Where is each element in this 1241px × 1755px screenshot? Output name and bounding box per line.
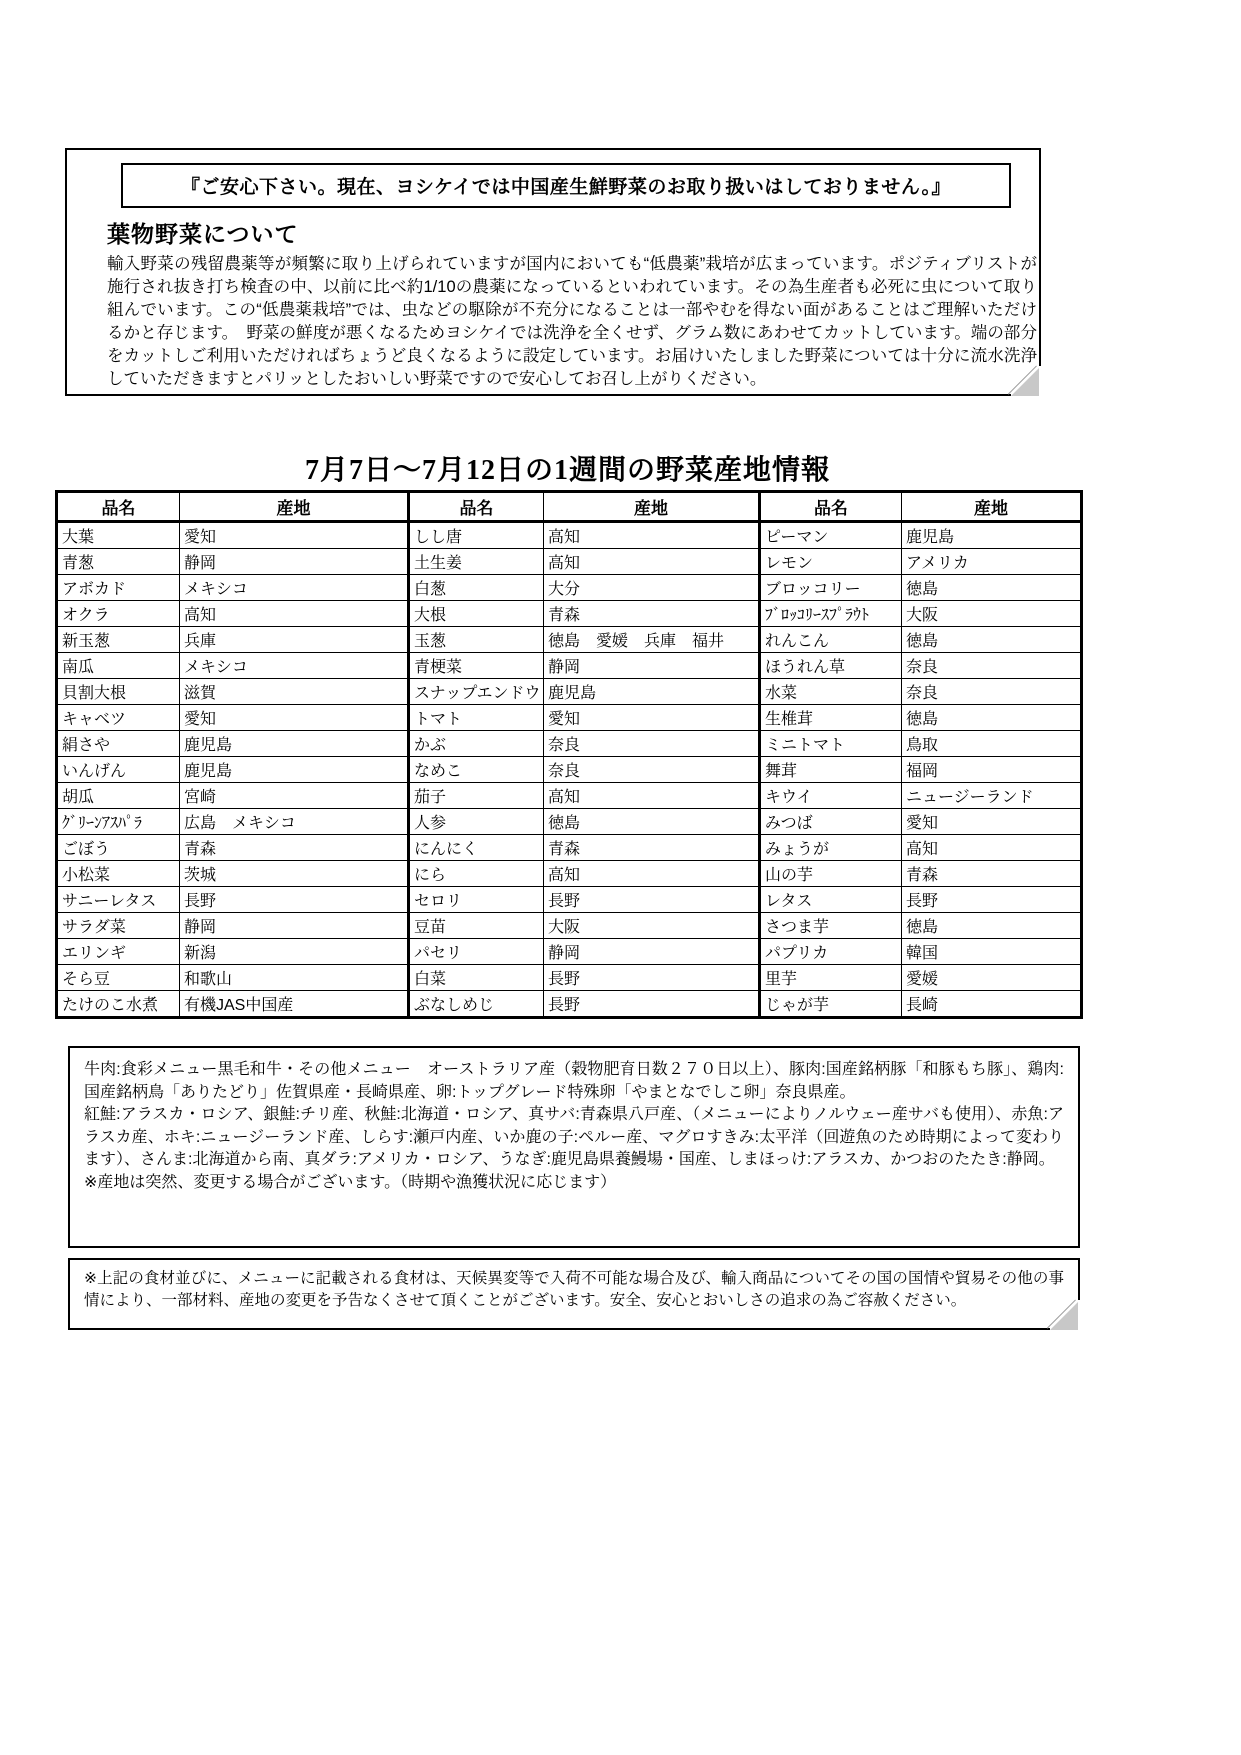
item-name-cell: そら豆 bbox=[57, 965, 180, 991]
table-row bbox=[57, 809, 1082, 835]
item-name-cell: 小松菜 bbox=[57, 861, 180, 887]
item-origin-cell: 徳島 bbox=[902, 705, 1082, 731]
item-name-cell: ほうれん草 bbox=[760, 653, 902, 679]
item-name-cell: 胡瓜 bbox=[57, 783, 180, 809]
item-origin-cell: 宮崎 bbox=[180, 783, 409, 809]
item-name-cell: パセリ bbox=[409, 939, 544, 965]
item-origin-cell: 茨城 bbox=[180, 861, 409, 887]
item-origin-cell: 鳥取 bbox=[902, 731, 1082, 757]
item-name-cell: れんこん bbox=[760, 627, 902, 653]
table-row bbox=[57, 522, 1082, 549]
item-origin-cell: アメリカ bbox=[902, 549, 1082, 575]
item-origin-cell: 高知 bbox=[544, 783, 760, 809]
item-name-cell: ぶなしめじ bbox=[409, 991, 544, 1018]
item-origin-cell: 滋賀 bbox=[180, 679, 409, 705]
item-name-cell: サラダ菜 bbox=[57, 913, 180, 939]
item-name-cell: レモン bbox=[760, 549, 902, 575]
notice-body-text: 輸入野菜の残留農薬等が頻繁に取り上げられていますが国内においても“低農薬”栽培が広まっています。ポジティブリストが施行され抜き打ち検査の中、以前に比べ約1/10の農薬になっているといわれています。その為生産者も必死に虫について取り組んでいます。この“低農薬栽培”では、虫などの駆除が不充分になることは一部やむを得ない面があることはご理解いただけるかと存じます。 野菜の鮮度が悪くなるためヨシケイでは洗浄を全くせず、グラム数にあわせてカットしています。端の部分をカットしご利用いただければちょうど良くなるように設定しています。お届けいたしました野菜については十分に流水洗浄していただきますとパリッとしたおいしい野菜ですので安心してお召し上がりください。 bbox=[107, 255, 1037, 388]
item-origin-cell: 愛知 bbox=[180, 705, 409, 731]
meat-origin-text: 牛肉:食彩メニュー黒毛和牛・その他メニュー オーストラリア産（穀物肥育日数２７０日以上）、豚肉:国産銘柄豚「和豚もち豚」、鶏肉:国産銘柄鳥「ありたどり」佐賀県産・長崎県産、卵:トップグレード特殊卵「やまとなでしこ卵」奈良県産。 bbox=[84, 1061, 1064, 1101]
item-origin-cell: 奈良 bbox=[902, 679, 1082, 705]
header-item-name: 品名 bbox=[760, 492, 902, 522]
item-origin-cell: 愛知 bbox=[180, 522, 409, 549]
item-name-cell: オクラ bbox=[57, 601, 180, 627]
item-name-cell: スナップエンドウ bbox=[409, 679, 544, 705]
item-name-cell: 水菜 bbox=[760, 679, 902, 705]
item-name-cell: じゃが芋 bbox=[760, 991, 902, 1018]
item-name-cell: なめこ bbox=[409, 757, 544, 783]
item-origin-cell: 静岡 bbox=[544, 939, 760, 965]
item-origin-cell: 徳島 bbox=[902, 913, 1082, 939]
item-origin-cell: 韓国 bbox=[902, 939, 1082, 965]
item-origin-cell: 徳島 bbox=[902, 627, 1082, 653]
header-origin: 産地 bbox=[902, 492, 1082, 522]
section-title: 葉物野菜について bbox=[107, 221, 299, 247]
item-origin-cell: 高知 bbox=[902, 835, 1082, 861]
meat-fish-origin-box bbox=[68, 1046, 1080, 1248]
headline-box bbox=[121, 163, 1011, 208]
item-name-cell: ｸﾞﾘｰﾝｱｽﾊﾟﾗ bbox=[57, 809, 180, 835]
item-name-cell: 山の芋 bbox=[760, 861, 902, 887]
item-origin-cell: 静岡 bbox=[180, 913, 409, 939]
item-origin-cell: 奈良 bbox=[544, 757, 760, 783]
item-origin-cell: 大分 bbox=[544, 575, 760, 601]
header-item-name: 品名 bbox=[409, 492, 544, 522]
origin-change-note: ※産地は突然、変更する場合がございます。（時期や漁獲状況に応じます） bbox=[84, 1173, 617, 1191]
table-row bbox=[57, 653, 1082, 679]
table-title: 7月7日～7月12日の1週間の野菜産地情報 bbox=[304, 455, 830, 486]
item-name-cell: サニーレタス bbox=[57, 887, 180, 913]
item-origin-cell: 高知 bbox=[180, 601, 409, 627]
header-item-name: 品名 bbox=[57, 492, 180, 522]
item-name-cell: たけのこ水煮 bbox=[57, 991, 180, 1018]
item-origin-cell: 鹿児島 bbox=[180, 731, 409, 757]
table-row bbox=[57, 549, 1082, 575]
item-origin-cell: 青森 bbox=[544, 601, 760, 627]
item-origin-cell: 青森 bbox=[902, 861, 1082, 887]
item-name-cell: トマト bbox=[409, 705, 544, 731]
disclaimer-text: ※上記の食材並びに、メニューに記載される食材は、天候異変等で入荷不可能な場合及び、輸入商品についてその国の国情や貿易その他の事情により、一部材料、産地の変更を予告なくさせて頂くことがございます。安全、安心とおいしさの追求の為ご容赦ください。 bbox=[84, 1270, 1064, 1309]
disclaimer-box bbox=[68, 1258, 1080, 1330]
item-name-cell: セロリ bbox=[409, 887, 544, 913]
item-origin-cell: 高知 bbox=[544, 549, 760, 575]
item-name-cell: エリンギ bbox=[57, 939, 180, 965]
item-name-cell: 青葱 bbox=[57, 549, 180, 575]
item-name-cell: ごぼう bbox=[57, 835, 180, 861]
table-row bbox=[57, 601, 1082, 627]
produce-table-header bbox=[57, 492, 1082, 522]
table-row bbox=[57, 705, 1082, 731]
item-origin-cell: 鹿児島 bbox=[180, 757, 409, 783]
item-origin-cell: 大阪 bbox=[902, 601, 1082, 627]
item-name-cell: みょうが bbox=[760, 835, 902, 861]
item-origin-cell: 静岡 bbox=[180, 549, 409, 575]
item-origin-cell: 有機JAS中国産 bbox=[180, 991, 409, 1018]
table-row bbox=[57, 965, 1082, 991]
item-origin-cell: メキシコ bbox=[180, 575, 409, 601]
table-row bbox=[57, 835, 1082, 861]
item-name-cell: 絹さや bbox=[57, 731, 180, 757]
item-origin-cell: 奈良 bbox=[902, 653, 1082, 679]
item-origin-cell: 長野 bbox=[902, 887, 1082, 913]
item-origin-cell: 高知 bbox=[544, 861, 760, 887]
item-origin-cell: 徳島 bbox=[902, 575, 1082, 601]
table-row bbox=[57, 887, 1082, 913]
item-origin-cell: メキシコ bbox=[180, 653, 409, 679]
table-row bbox=[57, 913, 1082, 939]
item-name-cell: 大葉 bbox=[57, 522, 180, 549]
item-name-cell: 生椎茸 bbox=[760, 705, 902, 731]
item-name-cell: いんげん bbox=[57, 757, 180, 783]
item-origin-cell: 長崎 bbox=[902, 991, 1082, 1018]
item-origin-cell: 新潟 bbox=[180, 939, 409, 965]
table-row bbox=[57, 757, 1082, 783]
item-origin-cell: 徳島 bbox=[544, 809, 760, 835]
item-origin-cell: 愛知 bbox=[544, 705, 760, 731]
item-name-cell: さつま芋 bbox=[760, 913, 902, 939]
item-origin-cell: ニュージーランド bbox=[902, 783, 1082, 809]
item-name-cell: ﾌﾞﾛｯｺﾘｰｽﾌﾟﾗｳﾄ bbox=[760, 601, 902, 627]
item-name-cell: 玉葱 bbox=[409, 627, 544, 653]
item-origin-cell: 広島 メキシコ bbox=[180, 809, 409, 835]
header-origin: 産地 bbox=[544, 492, 760, 522]
item-origin-cell: 大阪 bbox=[544, 913, 760, 939]
item-name-cell: キウイ bbox=[760, 783, 902, 809]
fish-origin-text: 紅鮭:アラスカ・ロシア、銀鮭:チリ産、秋鮭:北海道・ロシア、真サバ:青森県八戸産、（メニューによりノルウェー産サバも使用）、赤魚:アラスカ産、ホキ:ニュージーランド産、しらす:瀬戸内産、いか鹿の子:ペルー産、マグロすきみ:太平洋（回遊魚のため時期によって変わります）、さんま:北海道から南、真ダラ:アメリカ・ロシア、うなぎ:鹿児島県養鰻場・国産、しまほっけ:アラスカ、かつおのたたき:静岡。 bbox=[84, 1106, 1064, 1168]
table-row bbox=[57, 731, 1082, 757]
item-origin-cell: 愛媛 bbox=[902, 965, 1082, 991]
item-name-cell: レタス bbox=[760, 887, 902, 913]
item-origin-cell: 青森 bbox=[180, 835, 409, 861]
item-name-cell: ミニトマト bbox=[760, 731, 902, 757]
item-origin-cell: 長野 bbox=[180, 887, 409, 913]
item-name-cell: 青梗菜 bbox=[409, 653, 544, 679]
table-row bbox=[57, 991, 1082, 1018]
item-origin-cell: 福岡 bbox=[902, 757, 1082, 783]
folded-corner-icon bbox=[1050, 1300, 1080, 1330]
item-name-cell: にら bbox=[409, 861, 544, 887]
item-name-cell: 人参 bbox=[409, 809, 544, 835]
table-row bbox=[57, 679, 1082, 705]
item-origin-cell: 鹿児島 bbox=[902, 522, 1082, 549]
item-origin-cell: 高知 bbox=[544, 522, 760, 549]
item-name-cell: ピーマン bbox=[760, 522, 902, 549]
table-row bbox=[57, 575, 1082, 601]
item-name-cell: にんにく bbox=[409, 835, 544, 861]
item-name-cell: パプリカ bbox=[760, 939, 902, 965]
item-origin-cell: 和歌山 bbox=[180, 965, 409, 991]
headline-text: 『ご安心下さい。現在、ヨシケイでは中国産生鮮野菜のお取り扱いはしておりません。』 bbox=[181, 177, 951, 198]
item-name-cell: ブロッコリー bbox=[760, 575, 902, 601]
item-origin-cell: 徳島 愛媛 兵庫 福井 bbox=[544, 627, 760, 653]
item-name-cell: 貝割大根 bbox=[57, 679, 180, 705]
item-name-cell: 里芋 bbox=[760, 965, 902, 991]
item-origin-cell: 兵庫 bbox=[180, 627, 409, 653]
item-name-cell: 舞茸 bbox=[760, 757, 902, 783]
item-origin-cell: 長野 bbox=[544, 887, 760, 913]
table-header-row bbox=[57, 492, 1082, 522]
item-name-cell: 新玉葱 bbox=[57, 627, 180, 653]
item-name-cell: 白葱 bbox=[409, 575, 544, 601]
item-name-cell: かぶ bbox=[409, 731, 544, 757]
item-origin-cell: 愛知 bbox=[902, 809, 1082, 835]
item-name-cell: 白菜 bbox=[409, 965, 544, 991]
item-name-cell: アボカド bbox=[57, 575, 180, 601]
item-name-cell: 南瓜 bbox=[57, 653, 180, 679]
item-origin-cell: 青森 bbox=[544, 835, 760, 861]
item-name-cell: キャベツ bbox=[57, 705, 180, 731]
table-row bbox=[57, 939, 1082, 965]
item-name-cell: 豆苗 bbox=[409, 913, 544, 939]
item-origin-cell: 長野 bbox=[544, 991, 760, 1018]
item-name-cell: 茄子 bbox=[409, 783, 544, 809]
item-origin-cell: 長野 bbox=[544, 965, 760, 991]
item-name-cell: みつば bbox=[760, 809, 902, 835]
notice-box bbox=[65, 148, 1041, 396]
table-row bbox=[57, 783, 1082, 809]
header-origin: 産地 bbox=[180, 492, 409, 522]
item-name-cell: 土生姜 bbox=[409, 549, 544, 575]
item-name-cell: 大根 bbox=[409, 601, 544, 627]
produce-table bbox=[55, 490, 1083, 1019]
item-origin-cell: 奈良 bbox=[544, 731, 760, 757]
table-row bbox=[57, 861, 1082, 887]
item-name-cell: しし唐 bbox=[409, 522, 544, 549]
folded-corner-icon bbox=[1011, 366, 1041, 396]
produce-table-body bbox=[57, 522, 1082, 1018]
item-origin-cell: 鹿児島 bbox=[544, 679, 760, 705]
item-origin-cell: 静岡 bbox=[544, 653, 760, 679]
table-row bbox=[57, 627, 1082, 653]
